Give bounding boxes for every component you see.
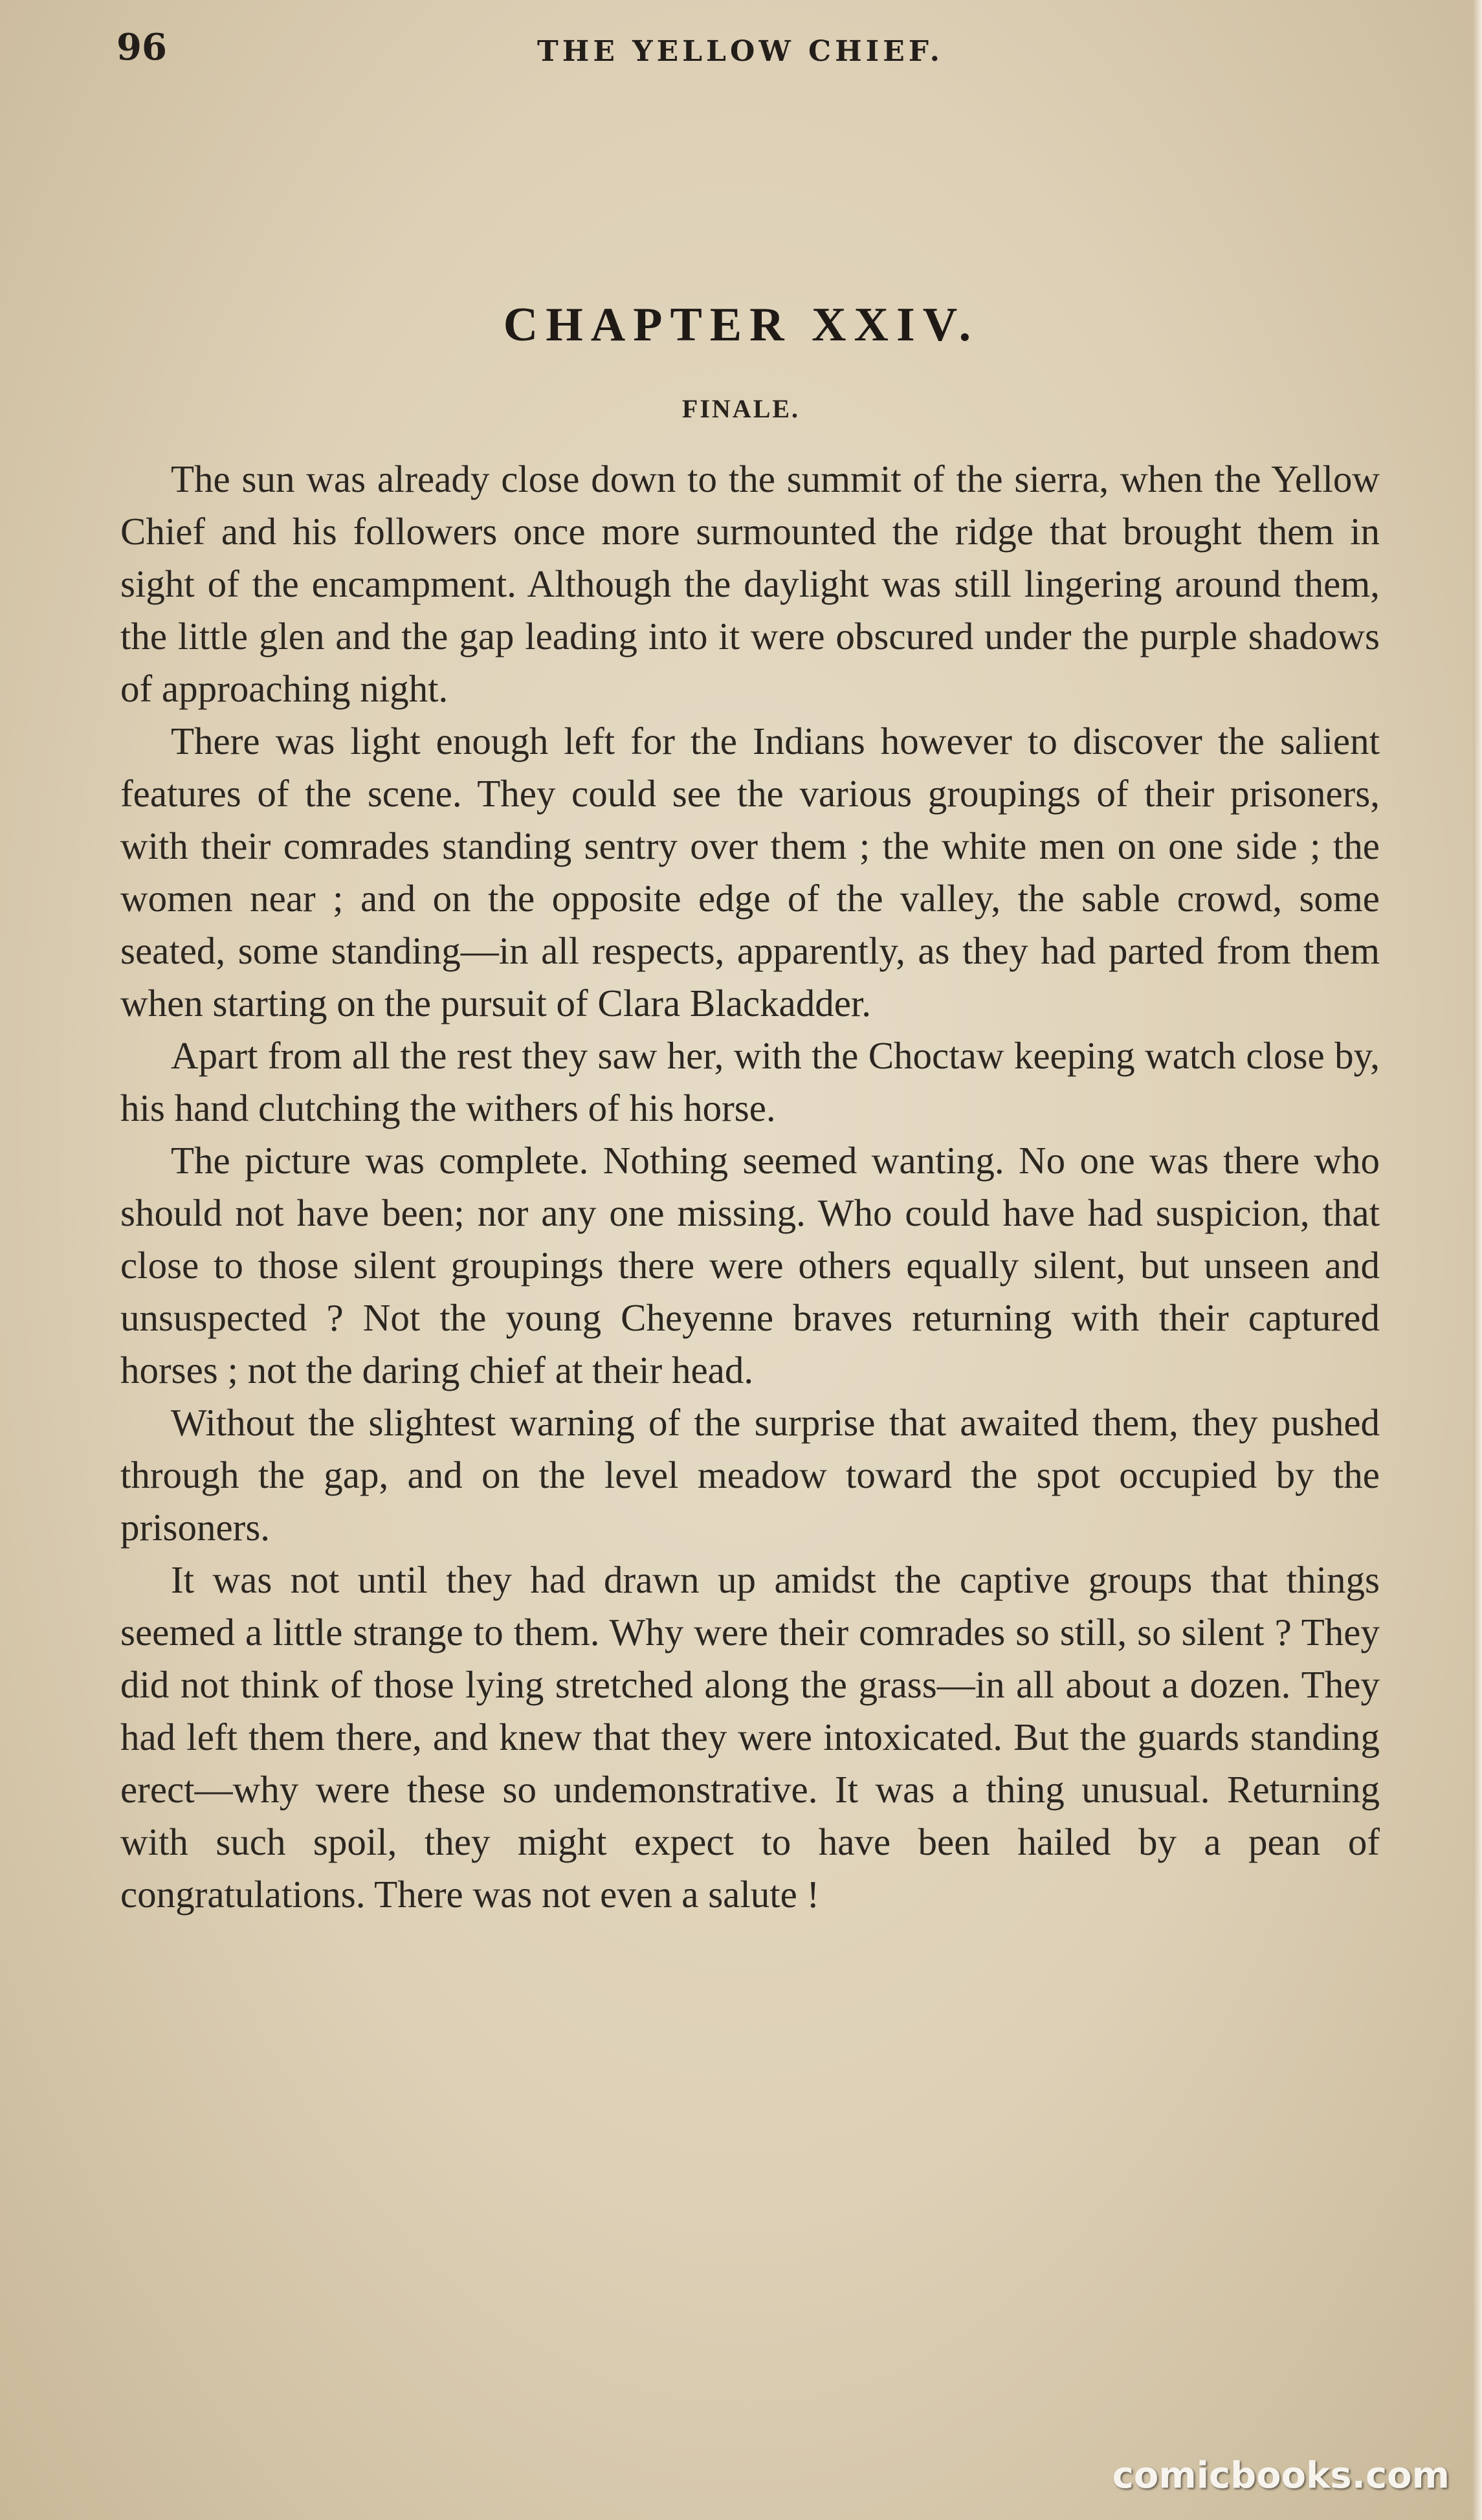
paragraph: The picture was complete. Nothing seemed wanting. No one was there who should not have been; nor any one missing. Who could have had suspicion, that close to those silent groupings there were others equally silent, but unseen and unsuspected ? Not the young Cheyenne braves returning with their captured horses ; not the daring chief at their head. [120, 1139, 1380, 1391]
running-title: THE YELLOW CHIEF. [537, 35, 944, 68]
chapter-subtitle: FINALE. [681, 394, 801, 423]
watermark: comicbooks.com [1112, 2455, 1450, 2497]
page-edge [1473, 0, 1482, 2520]
running-head [116, 26, 1411, 71]
chapter-title: CHAPTER XXIV. [503, 298, 979, 351]
body-text [120, 453, 1380, 1921]
paragraph: Without the slightest warning of the surprise that awaited them, they pushed through the gap, and on the level meadow toward the spot occupied by the prisoners. [120, 1401, 1380, 1549]
paragraph: There was light enough left for the Indians however to discover the salient features of the scene. They could see the various groupings of their prisoners, with their comrades standing sentry over them ; the white men on one side ; the women near ; and on the opposite edge of the valley, the sable crowd, some seated, some standing—in all respects, apparently, as they had parted from them when starting on the pursuit of Clara Blackadder. [120, 720, 1380, 1024]
paragraph: It was not until they had drawn up amidst the captive groups that things seemed a little strange to them. Why were their comrades so still, so silent ? They did not think of those lying stretched along the grass—in all about a dozen. They had left them there, and knew that they were intoxicated. But the guards standing erect—why were these so undemonstrative. It was a thing unusual. Returning with such spoil, they might expect to have been hailed by a pean of congratulations. There was not even a salute ! [120, 1558, 1380, 1916]
page-number: 96 [116, 26, 167, 69]
paragraph: Apart from all the rest they saw her, with the Choctaw keeping watch close by, his hand clutching the withers of his horse. [120, 1034, 1380, 1129]
paragraph: The sun was already close down to the summit of the sierra, when the Yellow Chief and his followers once more surmounted the ridge that brought them in sight of the encampment. Although the daylight was still lingering around them, the little glen and the gap leading into it were obscured under the purple shadows of approaching night. [120, 458, 1380, 710]
